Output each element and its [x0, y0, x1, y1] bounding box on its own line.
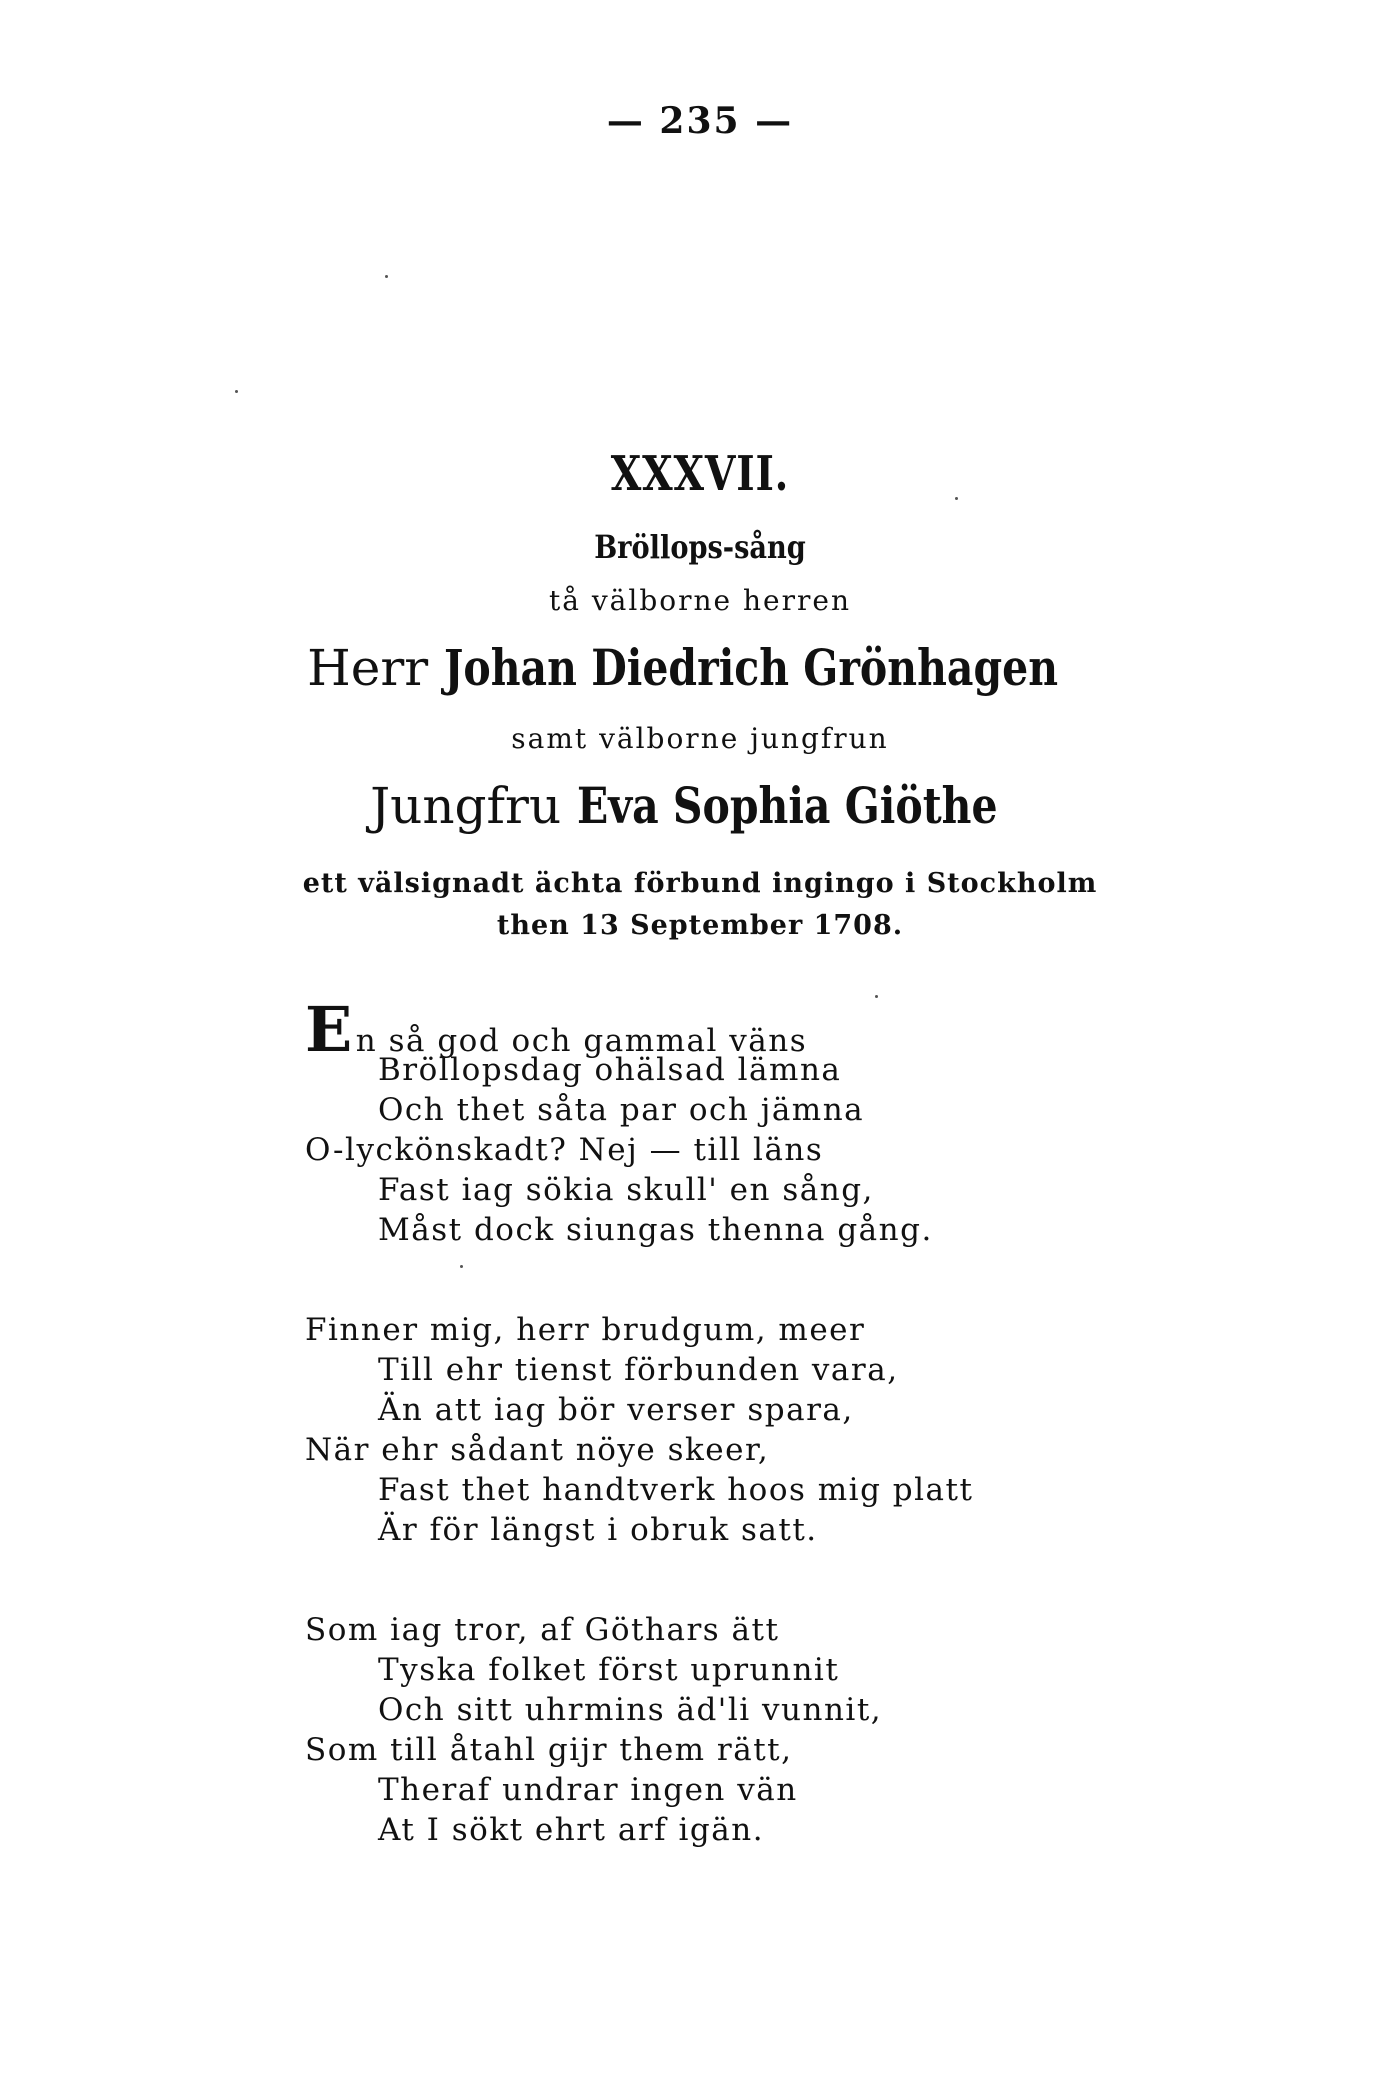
verse-line-text: n så god och gammal väns — [355, 1023, 808, 1059]
paper-speck — [955, 497, 958, 500]
verse-line: Som till åtahl gijr them rätt, — [305, 1732, 793, 1768]
page-number: — 235 — — [606, 100, 794, 142]
verse-line: Till ehr tienst förbunden vara, — [378, 1352, 899, 1388]
verse-line: At I sökt ehrt arf igän. — [378, 1812, 765, 1848]
verse-line: Tyska folket först uprunnit — [378, 1652, 840, 1688]
verse-line: Theraf undrar ingen vän — [378, 1772, 798, 1808]
occasion-line: ett välsignadt ächta förbund ingingo i Stockholm — [302, 868, 1098, 899]
verse-line: Och sitt uhrmins äd'li vunnit, — [378, 1692, 883, 1728]
verse-line: Är för längst i obruk satt. — [378, 1512, 818, 1548]
verse-line: Måst dock siungas thenna gång. — [378, 1212, 933, 1248]
verse-line: När ehr sådant nöye skeer, — [305, 1432, 770, 1468]
groom-name: Johan Diedrich Grönhagen — [444, 638, 1059, 697]
bride-line — [0, 776, 1400, 835]
verse-line: Och thet såta par och jämna — [378, 1092, 865, 1128]
groom-honorific: Herr — [307, 639, 429, 697]
bride-honorific: Jungfru — [370, 777, 562, 835]
stanza-2 — [305, 1310, 1105, 1550]
verse-line — [305, 993, 1105, 1066]
bride-name: Eva Sophia Giöthe — [577, 776, 998, 835]
bride-intro-line: samt välborne jungfrun — [511, 722, 889, 755]
verse-line: Fast iag sökia skull' en sång, — [378, 1172, 874, 1208]
paper-speck — [385, 275, 388, 278]
poem-title: Bröllops-sång — [594, 528, 806, 566]
stanza-1 — [305, 993, 1105, 1250]
groom-line — [0, 638, 1400, 697]
verse-line: Fast thet handtverk hoos mig platt — [378, 1472, 974, 1508]
verse-line: Som iag tror, af Göthars ätt — [305, 1612, 780, 1648]
verse-line: Finner mig, herr brudgum, meer — [305, 1312, 866, 1348]
paper-speck — [875, 995, 878, 998]
verse-line: Än att iag bör verser spara, — [378, 1392, 854, 1428]
verse-line: Bröllopsdag ohälsad lämna — [378, 1052, 842, 1088]
paper-speck — [235, 390, 238, 393]
stanza-3 — [305, 1610, 1105, 1850]
drop-cap: E — [305, 993, 354, 1066]
dedication-line: tå välborne herren — [549, 584, 851, 617]
chapter-numeral: XXXVII. — [610, 446, 790, 502]
date-line: then 13 September 1708. — [496, 910, 904, 941]
verse-line: O-lyckönskadt? Nej — till läns — [305, 1132, 824, 1168]
paper-speck — [460, 1265, 463, 1268]
